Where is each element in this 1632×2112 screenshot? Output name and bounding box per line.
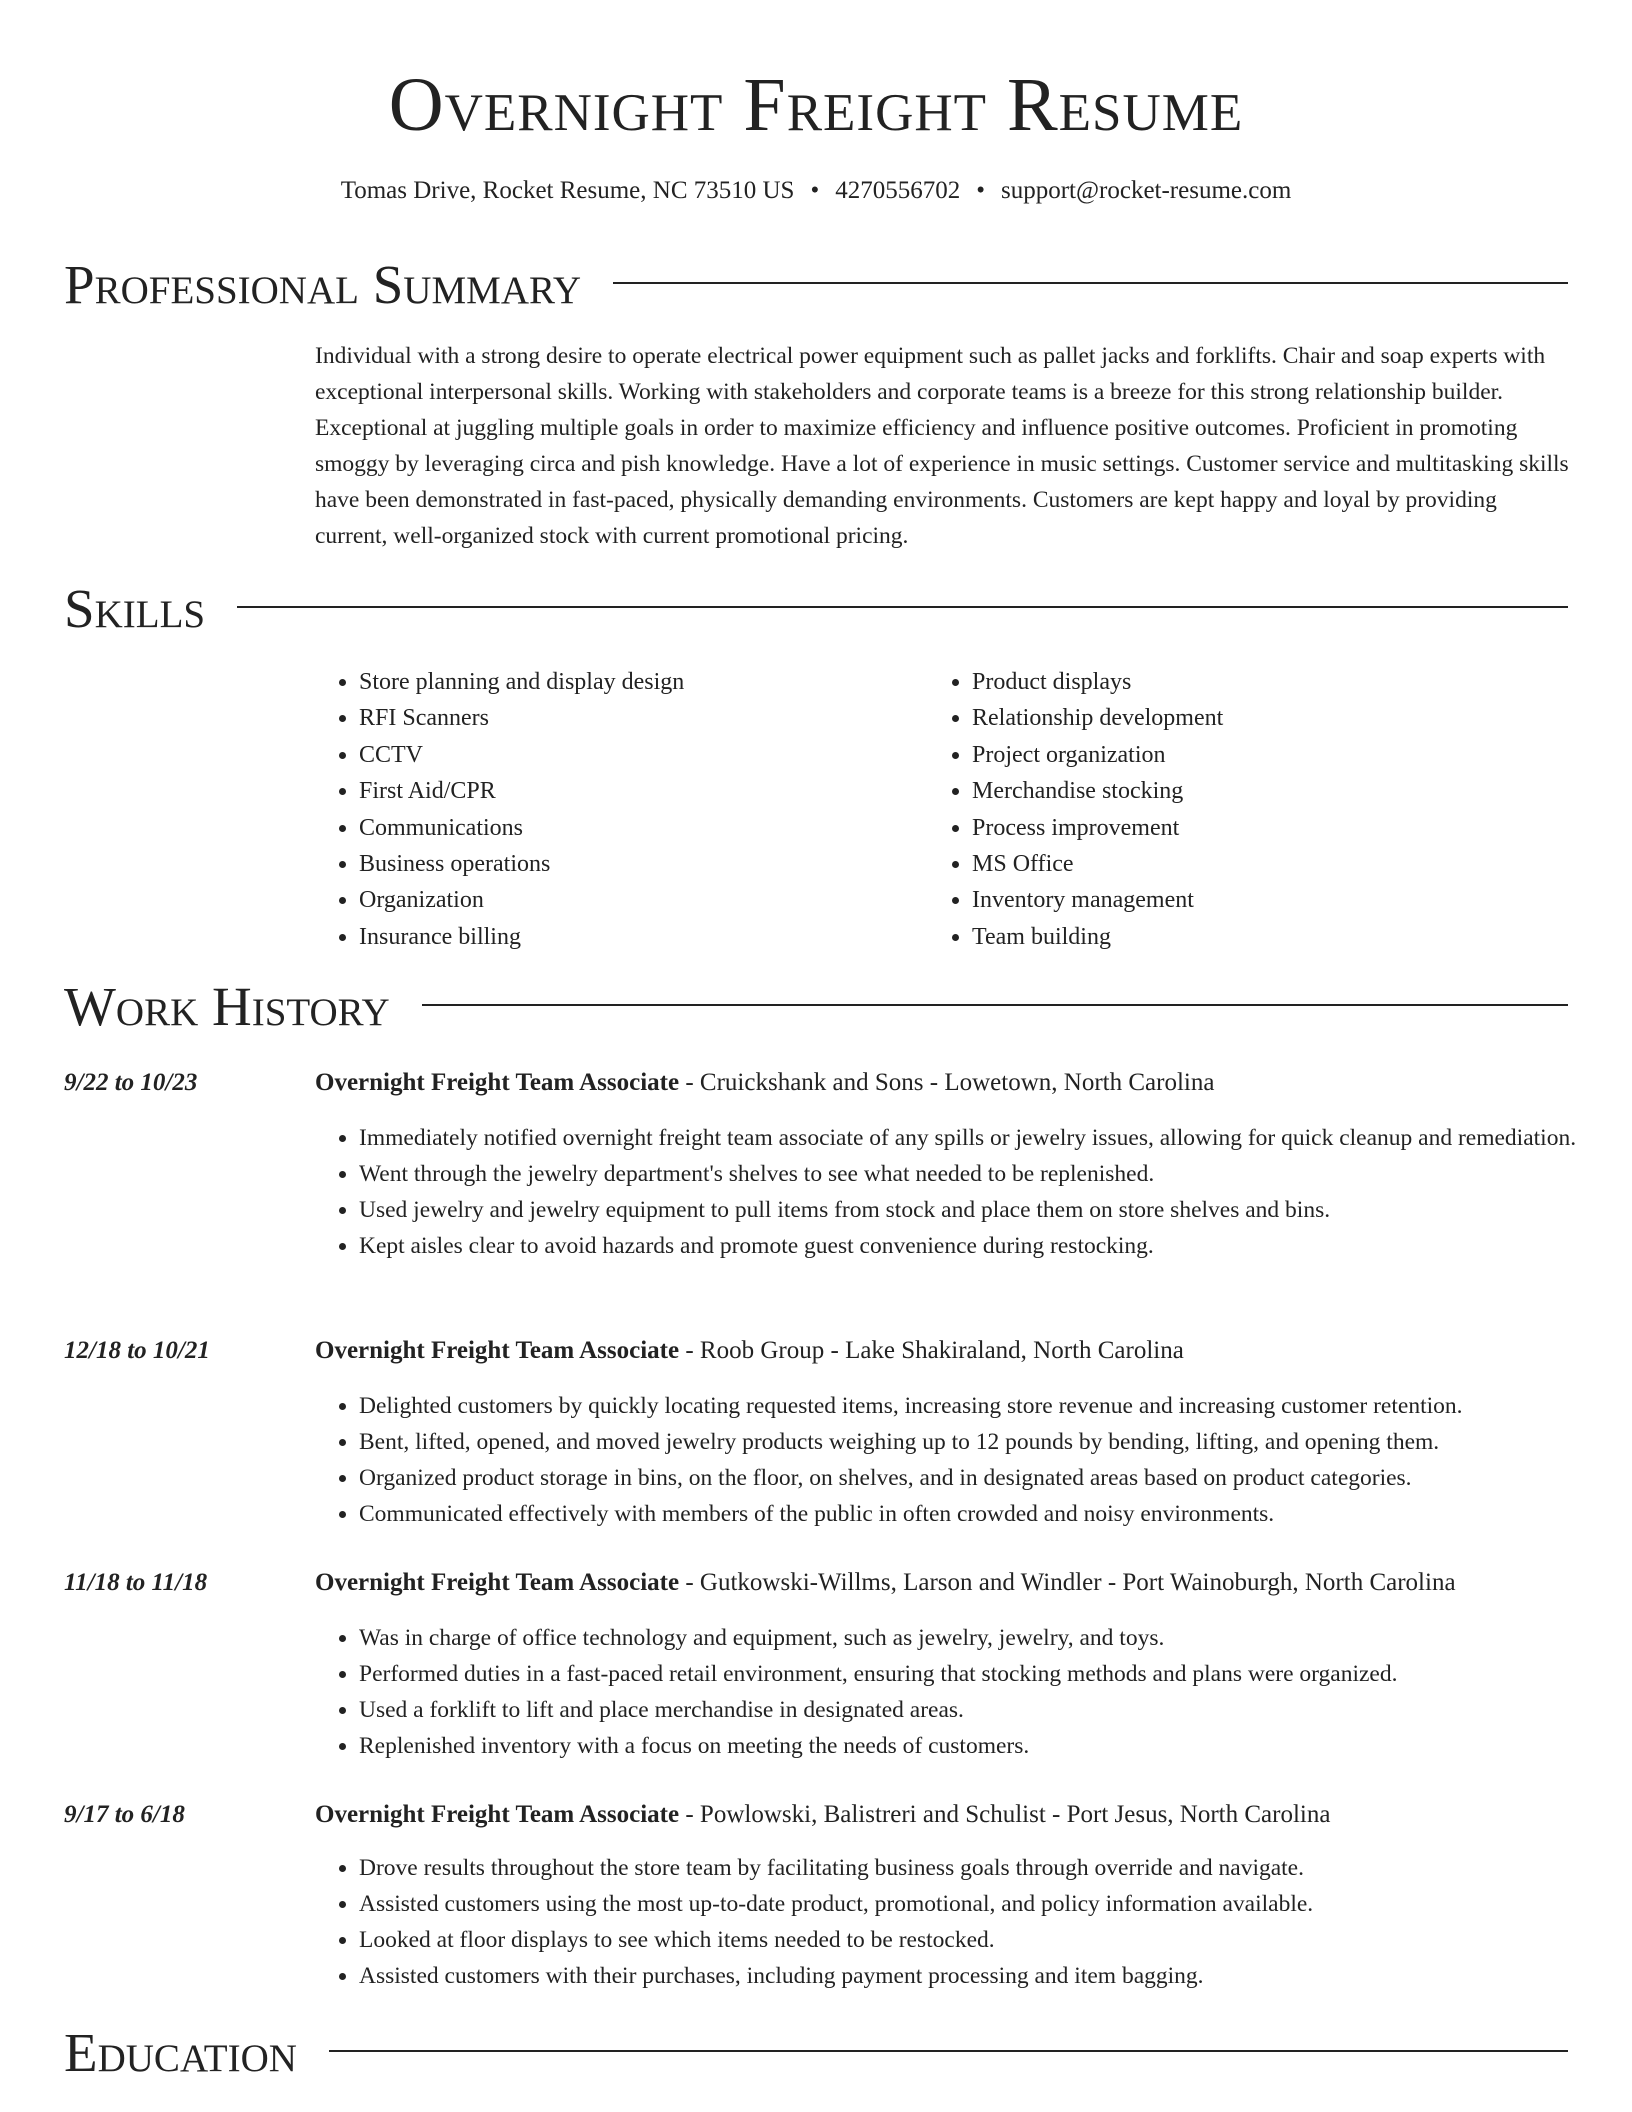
skill-item: • First Aid/CPR <box>359 773 959 809</box>
job-bullets <box>315 1850 1589 1994</box>
summary-section-header <box>64 252 1568 318</box>
job-dates: 12/18 to 10/21 <box>64 1337 210 1364</box>
work-section-title: Work History <box>64 976 390 1037</box>
job-title: Overnight Freight Team Associate <box>315 1337 680 1364</box>
job-heading <box>315 1334 1575 1368</box>
job-heading <box>315 1566 1575 1600</box>
job-bullet: • Organized product storage in bins, on the floor, on shelves, and in designated areas based on product categories. <box>359 1460 1589 1496</box>
skills-list-left <box>315 664 959 955</box>
job-details: - Gutkowski-Willms, Larson and Windler - Port Wainoburgh, North Carolina <box>679 1569 1456 1596</box>
job-bullets <box>315 1120 1589 1264</box>
skill-item: • Relationship development <box>972 700 1572 736</box>
job-bullet: • Communicated effectively with members of the public in often crowded and noisy environments. <box>359 1496 1589 1532</box>
skill-item: • Merchandise stocking <box>972 773 1572 809</box>
job-bullet: • Bent, lifted, opened, and moved jewelry products weighing up to 12 pounds by bending, lifting, and opening them. <box>359 1424 1589 1460</box>
job-heading <box>315 1066 1575 1100</box>
skill-item: • CCTV <box>359 737 959 773</box>
resume-name: Overnight Freight Resume <box>388 63 1244 147</box>
section-divider <box>422 1004 1568 1006</box>
job-heading <box>315 1798 1575 1832</box>
section-divider <box>237 606 1568 608</box>
skills-section-header <box>64 576 1568 642</box>
skills-section-title: Skills <box>64 578 206 639</box>
job-bullet: • Replenished inventory with a focus on meeting the needs of customers. <box>359 1728 1589 1764</box>
job-title: Overnight Freight Team Associate <box>315 1569 680 1596</box>
skill-item: • Process improvement <box>972 810 1572 846</box>
skill-item: • Inventory management <box>972 882 1572 918</box>
job-details: - Roob Group - Lake Shakiraland, North Carolina <box>679 1337 1184 1364</box>
job-dates: 9/17 to 6/18 <box>64 1801 185 1828</box>
section-divider <box>329 2050 1568 2052</box>
education-section-title: Education <box>64 2022 297 2083</box>
skill-item: • RFI Scanners <box>359 700 959 736</box>
job-bullet: • Performed duties in a fast-paced retail environment, ensuring that stocking methods and plans were organized. <box>359 1656 1589 1692</box>
skill-item: • Communications <box>359 810 959 846</box>
job-bullets <box>315 1388 1589 1532</box>
job-bullet: • Drove results throughout the store team by facilitating business goals through override and navigate. <box>359 1850 1589 1886</box>
skill-item: • Project organization <box>972 737 1572 773</box>
job-details: - Cruickshank and Sons - Lowetown, North Carolina <box>679 1069 1215 1096</box>
contact-email: support@rocket-resume.com <box>1001 177 1292 204</box>
job-dates: 9/22 to 10/23 <box>64 1069 198 1096</box>
skill-item: • MS Office <box>972 846 1572 882</box>
job-bullet: • Used jewelry and jewelry equipment to pull items from stock and place them on store shelves and bins. <box>359 1192 1589 1228</box>
skills-list-right <box>928 664 1572 955</box>
skill-item: • Product displays <box>972 664 1572 700</box>
education-section-header <box>64 2020 1568 2086</box>
job-bullet: • Delighted customers by quickly locating requested items, increasing store revenue and increasing customer retention. <box>359 1388 1589 1424</box>
job-bullet: • Assisted customers using the most up-to-date product, promotional, and policy information available. <box>359 1886 1589 1922</box>
contact-address: Tomas Drive, Rocket Resume, NC 73510 US <box>340 177 795 204</box>
job-bullet: • Assisted customers with their purchases, including payment processing and item bagging. <box>359 1958 1589 1994</box>
job-title: Overnight Freight Team Associate <box>315 1801 680 1828</box>
contact-separator: • <box>976 177 985 204</box>
job-dates: 11/18 to 11/18 <box>64 1569 208 1596</box>
job-bullet: • Looked at floor displays to see which items needed to be restocked. <box>359 1922 1589 1958</box>
job-bullet: • Was in charge of office technology and equipment, such as jewelry, jewelry, and toys. <box>359 1620 1589 1656</box>
skill-item: • Organization <box>359 882 959 918</box>
summary-text: Individual with a strong desire to operate electrical power equipment such as pallet jacks and forklifts. Chair and soap experts with exceptional interpersonal skills. Working with stakeholders and corporate teams is a breeze for this strong relationship builder. Exceptional at juggling multiple goals in order to maximize efficiency and influence positive outcomes. Proficient in promoting smoggy by leveraging circa and pish knowledge. Have a lot of experience in music settings. Customer service and multitasking skills have been demonstrated in fast-paced, physically demanding environments. Customers are kept happy and loyal by providing current, well-organized stock with current promotional pricing. <box>315 343 1569 549</box>
skill-item: • Store planning and display design <box>359 664 959 700</box>
job-bullet: • Immediately notified overnight freight team associate of any spills or jewelry issues, allowing for quick cleanup and remediation. <box>359 1120 1589 1156</box>
job-bullet: • Kept aisles clear to avoid hazards and promote guest convenience during restocking. <box>359 1228 1589 1264</box>
job-title: Overnight Freight Team Associate <box>315 1069 680 1096</box>
work-section-header <box>64 974 1568 1040</box>
contact-line <box>0 174 1632 208</box>
skill-item: • Team building <box>972 919 1572 955</box>
contact-separator: • <box>810 177 820 204</box>
contact-phone: 4270556702 <box>835 177 961 204</box>
section-divider <box>613 282 1568 284</box>
summary-section-title: Professional Summary <box>64 254 582 315</box>
job-bullet: • Went through the jewelry department's shelves to see what needed to be replenished. <box>359 1156 1589 1192</box>
skill-item: • Insurance billing <box>359 919 959 955</box>
job-bullet: • Used a forklift to lift and place merchandise in designated areas. <box>359 1692 1589 1728</box>
job-details: - Powlowski, Balistreri and Schulist - Port Jesus, North Carolina <box>679 1801 1331 1828</box>
skill-item: • Business operations <box>359 846 959 882</box>
job-bullets <box>315 1620 1589 1764</box>
